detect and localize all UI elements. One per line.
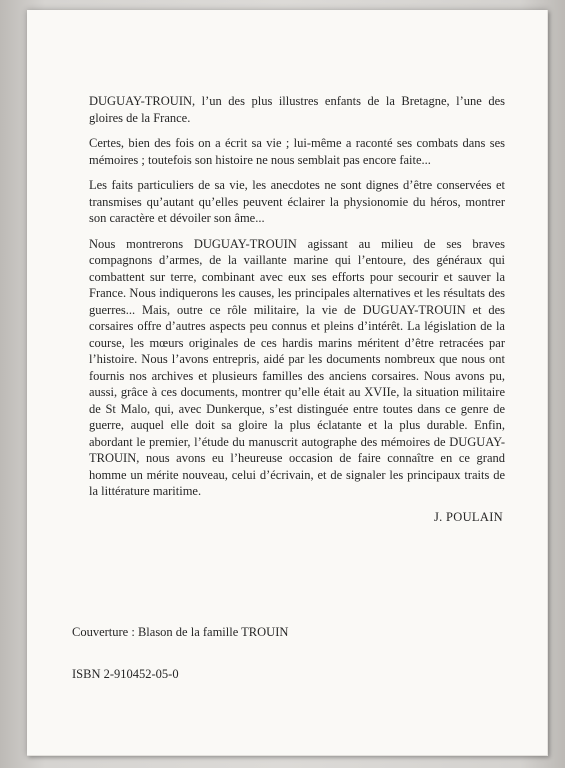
isbn-number: ISBN 2-910452-05-0 [72, 667, 179, 681]
blurb-paragraph-1: DUGUAY-TROUIN, l’un des plus illustres enfants de la Bretagne, l’une des gloires de la France. [89, 94, 505, 125]
blurb-paragraph-3: Les faits particuliers de sa vie, les anecdotes ne sont dignes d’être conservées et transmises qu’autant qu’elles peuvent éclairer la physionomie du héros, montrer son caractère et dévoiler son âme... [89, 178, 505, 225]
blurb-paragraph-4: Nous montrerons DUGUAY-TROUIN agissant au milieu de ses braves compagnons d’armes, de la vaillante marine qui l’entoure, des généraux qui combattent sur terre, combinant avec eux ses efforts pour secourir et sauver la France. Nous indiquerons les causes, les principales alternatives et les résultats des guerres... Mais, outre ce rôle militaire, la vie de DUGUAY-TROUIN et des corsaires offre d’autres aspects peu connus et pleins d’intérêt. La législation de la course, les mœurs originales de ces hardis marins méritent d’être retracées par l’histoire. Nous l’avons entrepris, aidé par les documents nombreux que nous ont fournis nos archives et plusieurs familles des anciens corsaires. Nous avons pu, aussi, grâce à ces documents, montrer qu’elle était au XVIIe, la situation militaire de St Malo, qui, avec Dunkerque, s’est distinguée entre toutes dans ce genre de guerre, auquel elle doit sa gloire la plus éclatante et la plus durable. Enfin, abordant le premier, l’étude du manuscrit autographe des mémoires de DUGUAY-TROUIN, nous avons eu l’heureuse occasion de faire connaître en ce grand homme un mérite nouveau, celui d’écrivain, et de signaler les principaux traits de la littérature maritime. [89, 236, 505, 498]
blurb-paragraph-2: Certes, bien des fois on a écrit sa vie ; lui-même a raconté ses combats dans ses mémoires ; toutefois son histoire ne nous semblait pas encore faite... [89, 136, 505, 167]
blurb-text [89, 93, 505, 525]
book-back-cover [27, 10, 548, 756]
author-signature: J. POULAIN [434, 509, 503, 524]
cover-credit: Couverture : Blason de la famille TROUIN [72, 625, 289, 639]
